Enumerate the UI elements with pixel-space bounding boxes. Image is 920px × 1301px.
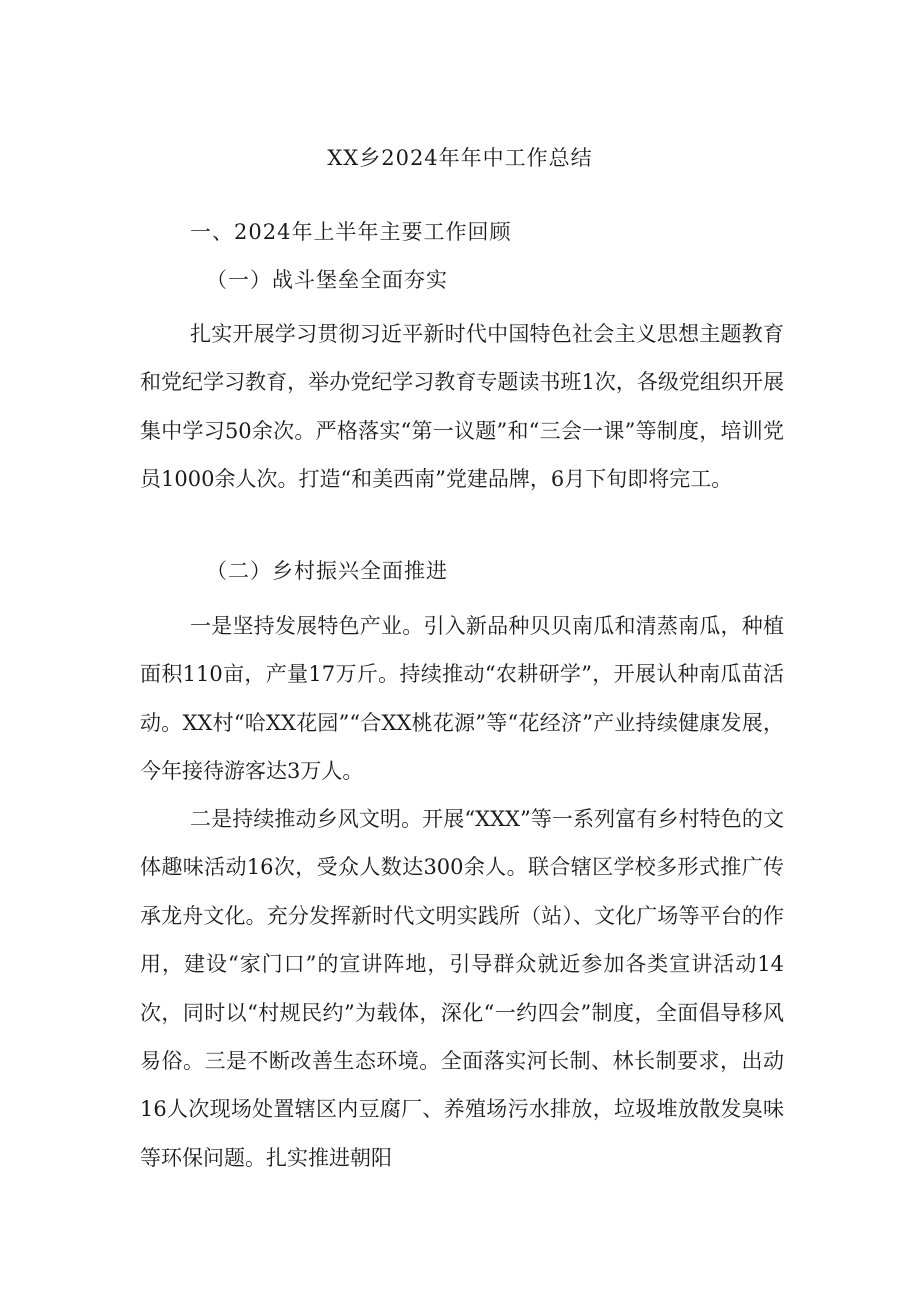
document-title: XX乡2024年年中工作总结 — [327, 146, 593, 170]
paragraph-civilization: 二是持续推动乡风文明。开展“XXX”等一系列富有乡村特色的文体趣味活动16次，受众人数达300余人。联合辖区学校多形式推广传承龙舟文化。充分发挥新时代文明实践所（站）、文化广场等平台的作用，建设“家门口”的宣讲阵地，引导群众就近参加各类宣讲活动14次，同时以“村规民约”为载体，深化“一约四会”制度，全面倡导移风易俗。三是不断改善生态环境。全面落实河长制、林长制要求，出动16人次现场处置辖区内豆腐厂、养殖场污水排放，垃圾堆放散发臭味等环保问题。扎实推进朝阳 — [140, 807, 784, 1170]
section-heading-review: 一、2024年上半年主要工作回顾 — [190, 220, 512, 244]
subsection-heading-rural-revitalization: （二）乡村振兴全面推进 — [206, 559, 448, 583]
paragraph-party-building: 扎实开展学习贯彻习近平新时代中国特色社会主义思想主题教育和党纪学习教育，举办党纪学习教育专题读书班1次，各级党组织开展集中学习50余次。严格落实“第一议题”和“三会一课”等制度，培训党员1000余人次。打造“和美西南”党建品牌，6月下旬即将完工。 — [140, 322, 784, 492]
subsection-heading-fortress: （一）战斗堡垒全面夯实 — [206, 268, 448, 292]
paragraph-industry: 一是坚持发展特色产业。引入新品种贝贝南瓜和清蒸南瓜，种植面积110亩，产量17万斤。持续推动“农耕研学”，开展认种南瓜苗活动。XX村“哈XX花园”“合XX桃花源”等“花经济”产业持续健康发展，今年接待游客达3万人。 — [140, 614, 784, 784]
